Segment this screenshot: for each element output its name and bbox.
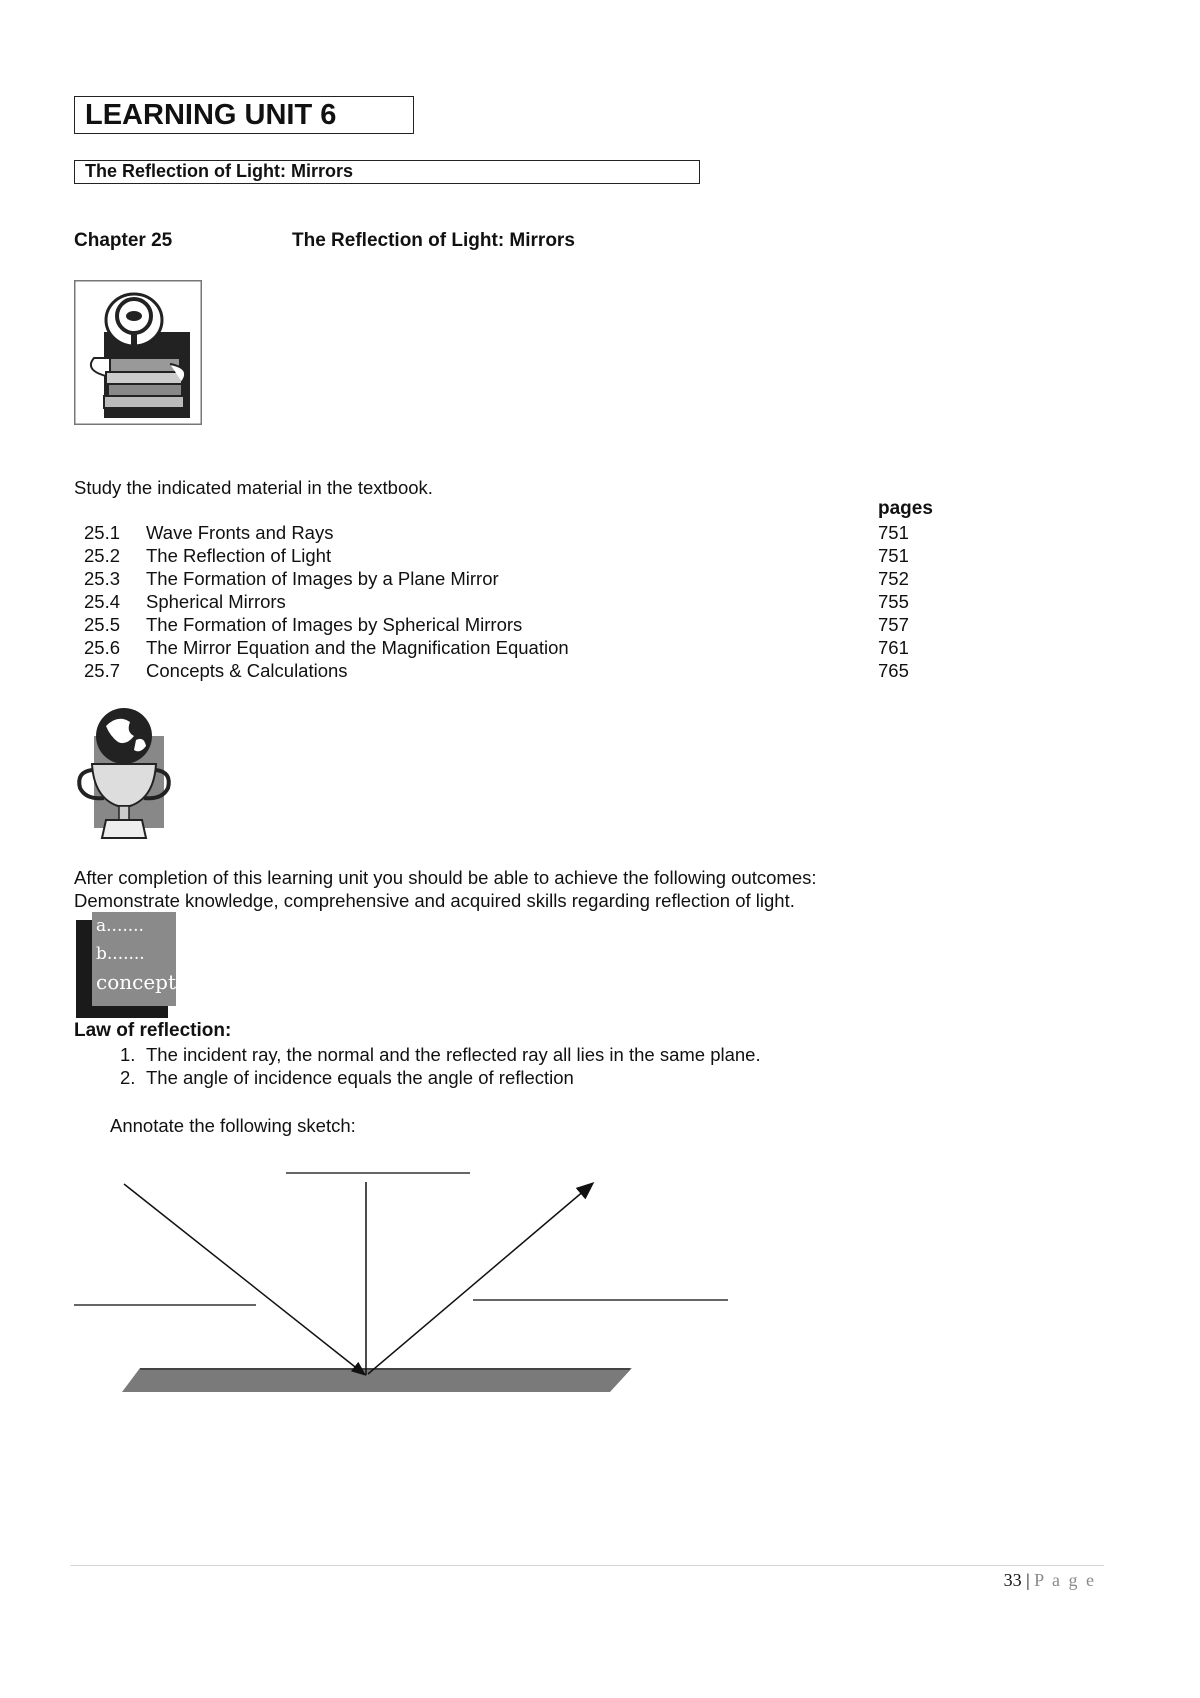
toc-num: 25.4 (84, 591, 121, 612)
unit-subtitle: The Reflection of Light: Mirrors (74, 160, 700, 184)
toc-page: 751 (878, 522, 909, 543)
toc-num: 25.1 (84, 522, 121, 543)
toc-title: The Formation of Images by a Plane Mirror (146, 568, 499, 589)
outcomes-line-2: Demonstrate knowledge, comprehensive and acquired skills regarding reflection of light. (74, 890, 795, 911)
concept-icon-line: b....... (96, 944, 145, 964)
toc-page: 751 (878, 545, 909, 566)
unit-title: LEARNING UNIT 6 (74, 96, 414, 134)
toc-num: 25.2 (84, 545, 121, 566)
toc-pages-header: pages (878, 498, 933, 519)
page-number: 33 (1003, 1570, 1022, 1590)
toc-page: 757 (878, 614, 909, 635)
globe-trophy-icon (74, 706, 178, 842)
page-label: P a g e (1034, 1570, 1096, 1590)
list-text: The angle of incidence equals the angle of reflection (146, 1067, 574, 1088)
magnifier-books-icon (74, 280, 202, 425)
toc-title: The Mirror Equation and the Magnification Equation (146, 637, 569, 658)
toc-page: 765 (878, 660, 909, 681)
mirror-surface (122, 1368, 632, 1392)
reflected-ray (368, 1184, 592, 1374)
reflection-sketch (0, 1150, 760, 1410)
toc-num: 25.5 (84, 614, 121, 635)
footer-separator: | (1026, 1570, 1030, 1590)
toc-num: 25.6 (84, 637, 121, 658)
list-marker: 2. (120, 1067, 136, 1088)
toc-title: Spherical Mirrors (146, 591, 286, 612)
toc-page: 752 (878, 568, 909, 589)
toc-num: 25.7 (84, 660, 121, 681)
toc-title: Concepts & Calculations (146, 660, 348, 681)
outcomes-line-1: After completion of this learning unit you should be able to achieve the following outcomes: (74, 867, 817, 888)
toc-table (0, 498, 1200, 688)
concept-icon (76, 912, 176, 1018)
toc-title: The Formation of Images by Spherical Mirrors (146, 614, 523, 635)
page-footer (1004, 1570, 1096, 1591)
annotate-prompt: Annotate the following sketch: (110, 1115, 356, 1136)
concept-icon-line: concept (96, 970, 176, 994)
list-marker: 1. (120, 1044, 136, 1065)
toc-num: 25.3 (84, 568, 121, 589)
law-heading: Law of reflection: (74, 1020, 232, 1041)
footer-divider (70, 1565, 1104, 1566)
toc-title: Wave Fronts and Rays (146, 522, 334, 543)
study-intro: Study the indicated material in the textbook. (74, 477, 433, 498)
toc-page: 761 (878, 637, 909, 658)
concept-icon-line: a....... (96, 916, 144, 936)
toc-title: The Reflection of Light (146, 545, 332, 566)
incident-ray (124, 1184, 364, 1374)
toc-page: 755 (878, 591, 909, 612)
chapter-label: Chapter 25 (74, 230, 173, 251)
chapter-title: The Reflection of Light: Mirrors (292, 230, 575, 251)
list-text: The incident ray, the normal and the reflected ray all lies in the same plane. (146, 1044, 761, 1065)
